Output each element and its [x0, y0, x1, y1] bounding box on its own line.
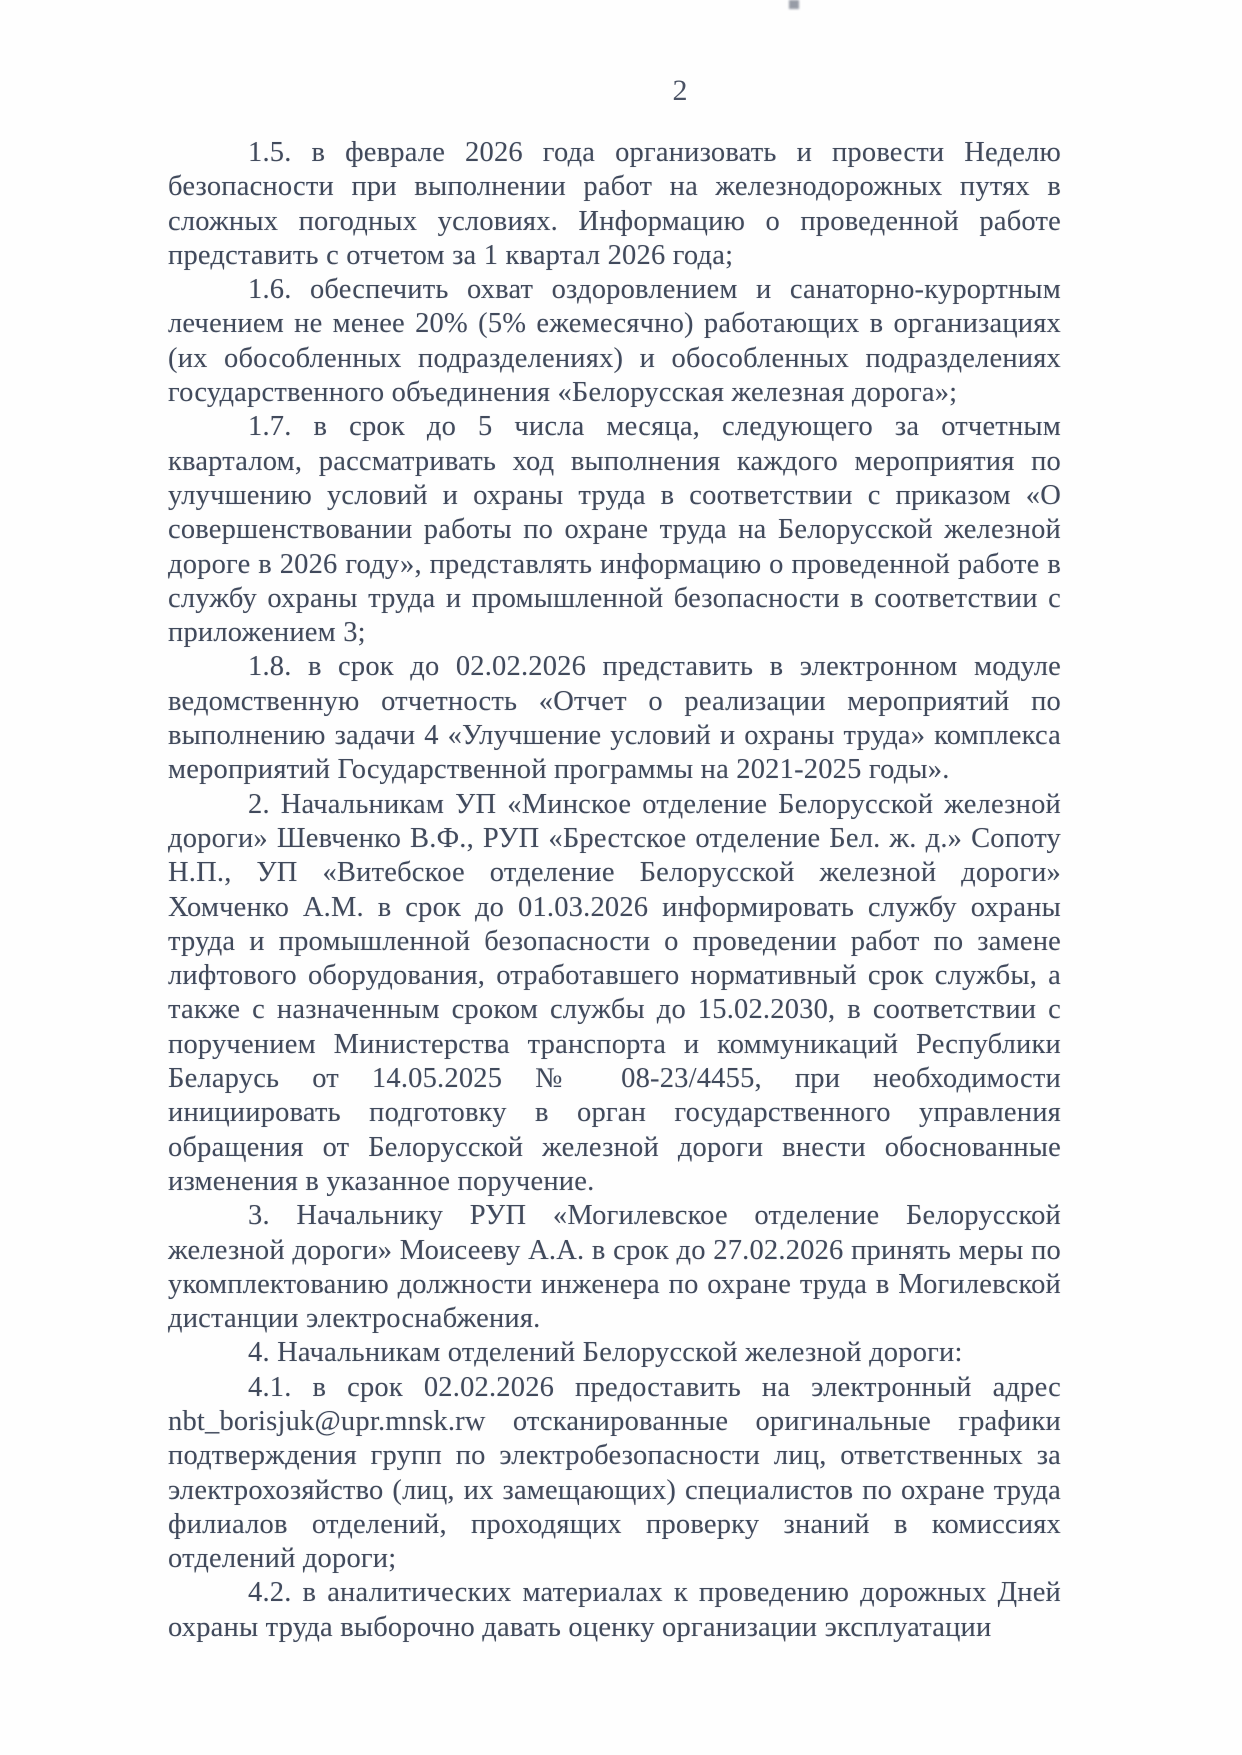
page-number: 2 — [672, 74, 688, 107]
paragraph-1-8: 1.8. в срок до 02.02.2026 представить в электронном модуле ведомственную отчетность «Отчет о реализации мероприятий по выполнению задачи 4 «Улучшение условий и охраны труда» комплекса мероприятий Государственной программы на 2021-2025 годы». — [168, 651, 1061, 786]
paragraph-4: 4. Начальникам отделений Белорусской железной дороги: — [248, 1337, 963, 1369]
paragraph-1-5: 1.5. в феврале 2026 года организовать и провести Неделю безопасности при выполнении работ на железнодорожных путях в сложных погодных условиях. Информацию о проведенной работе представить с отчетом за 1 квартал 2026 года; — [168, 137, 1061, 271]
paragraph-1-7: 1.7. в срок до 5 числа месяца, следующего за отчетным кварталом, рассматривать ход выполнения каждого мероприятия по улучшению условий и охраны труда в соответствии с приказом «О совершенствовании работы по охране труда на Белорусской железной дороге в 2026 году», представлять информацию о проведенной работе в службу охраны труда и промышленной безопасности в соответствии с приложением 3; — [168, 411, 1061, 649]
paragraph-4-2: 4.2. в аналитических материалах к проведению дорожных Дней охраны труда выборочно давать оценку организации эксплуатации — [168, 1577, 1061, 1643]
paragraph-4-1: 4.1. в срок 02.02.2026 предоставить на электронный адрес nbt_borisjuk@upr.mnsk.rw отсканированные оригинальные графики подтверждения групп по электробезопасности лиц, ответственных за электрохозяйство (лиц, их замещающих) специалистов по охране труда филиалов отделений, проходящих проверку знаний в комиссиях отделений дороги; — [168, 1371, 1061, 1575]
paragraph-3: 3. Начальнику РУП «Могилевское отделение Белорусской железной дороги» Моисееву А.А. в срок до 27.02.2026 принять меры по укомплектованию должности инженера по охране труда в Могилевской дистанции электроснабжения. — [168, 1200, 1061, 1335]
paragraph-1-6: 1.6. обеспечить охват оздоровлением и санаторно-курортным лечением не менее 20% (5% ежемесячно) работающих в организациях (их обособленных подразделениях) и обособленных подразделениях государственного объединения «Белорусская железная дорога»; — [168, 274, 1061, 409]
paragraph-2: 2. Начальникам УП «Минское отделение Белорусской железной дороги» Шевченко В.Ф., РУП «Брестское отделение Бел. ж. д.» Сопоту Н.П., УП «Витебское отделение Белорусской железной дороги» Хомченко А.М. в срок до 01.03.2026 информировать службу охраны труда и промышленной безопасности о проведении работ по замене лифтового оборудования, отработавшего нормативный срок службы, а также с назначенным сроком службы до 15.02.2030, в соответствии с поручением Министерства транспорта и коммуникаций Республики Беларусь от 14.05.2025 № 08-23/4455, при необходимости инициировать подготовку в орган государственного управления обращения от Белорусской железной дороги внести обоснованные изменения в указанное поручение. — [168, 788, 1061, 1197]
scan-artifact — [789, 0, 799, 9]
document-body — [168, 136, 1061, 1645]
